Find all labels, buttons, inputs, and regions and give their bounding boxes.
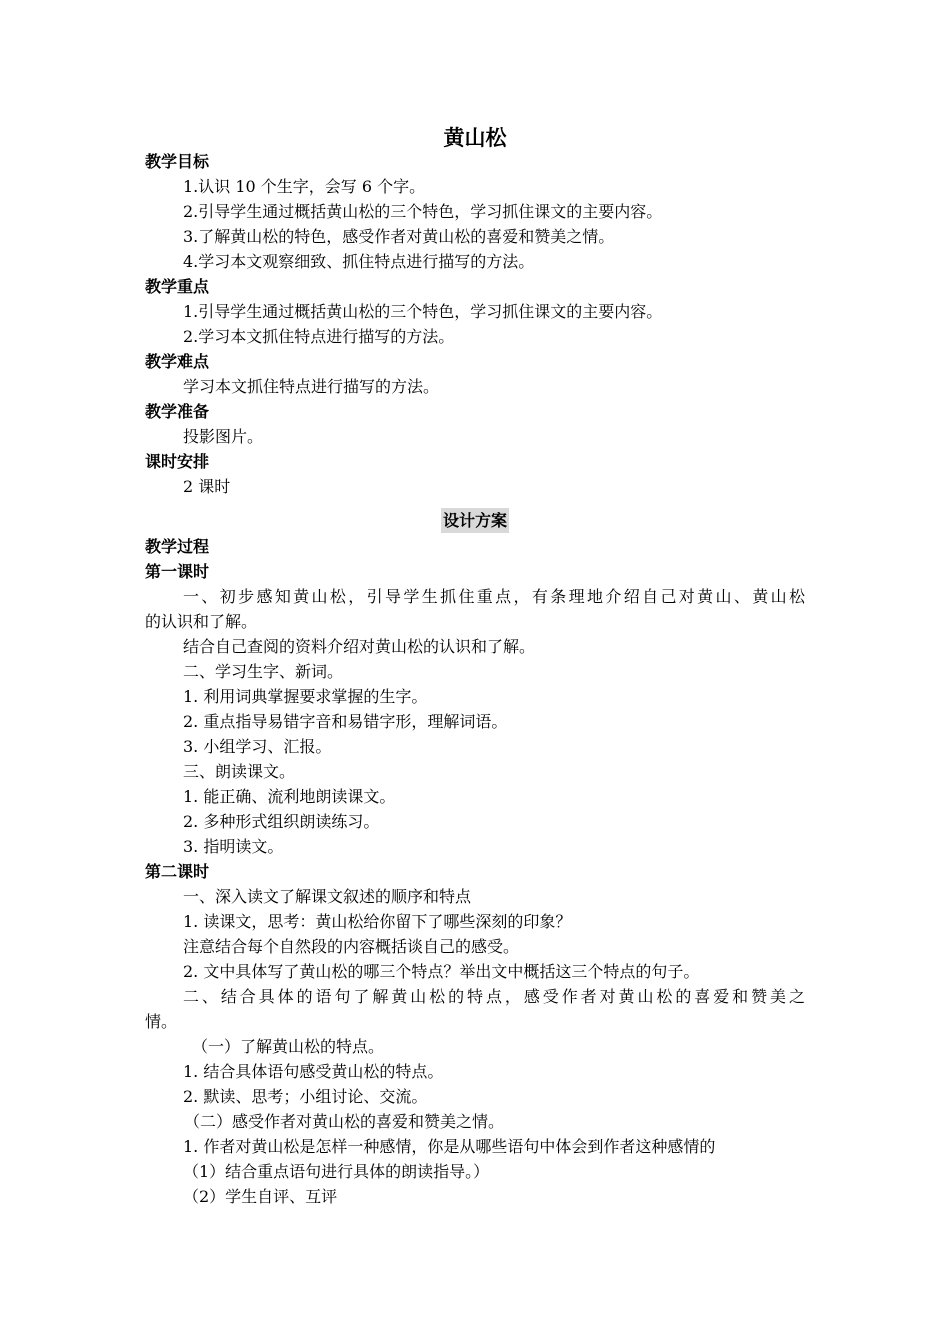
lesson2-item: 1. 读课文，思考：黄山松给你留下了哪些深刻的印象？ (183, 912, 572, 931)
heading-schedule: 课时安排 (145, 452, 210, 471)
lesson1-section: 二、学习生字、新词。 (183, 662, 344, 681)
lesson2-item: 注意结合每个自然段的内容概括谈自己的感受。 (183, 937, 520, 956)
objective-item: 2.引导学生通过概括黄山松的三个特色，学习抓住课文的主要内容。 (183, 202, 663, 221)
lesson2-item: （1）结合重点语句进行具体的朗读指导。） (183, 1162, 490, 1181)
heading-keypoints: 教学重点 (145, 277, 210, 296)
objective-item: 3.了解黄山松的特色，感受作者对黄山松的喜爱和赞美之情。 (183, 227, 615, 246)
lesson2-section: 二、结合具体的语句了解黄山松的特点，感受作者对黄山松的喜爱和赞美之 (183, 987, 805, 1006)
document-title: 黄山松 (443, 126, 507, 150)
schedule-text: 2 课时 (183, 477, 231, 496)
design-plan-heading-wrap (0, 508, 950, 533)
lesson1-item: 2. 重点指导易错字音和易错字形，理解词语。 (183, 712, 508, 731)
lesson1-item: 3. 小组学习、汇报。 (183, 737, 332, 756)
lesson1-paragraph: 结合自己查阅的资料介绍对黄山松的认识和了解。 (183, 637, 536, 656)
preparation-text: 投影图片。 (183, 427, 264, 446)
lesson2-subsection: （一）了解黄山松的特点。 (192, 1037, 385, 1056)
heading-objectives: 教学目标 (145, 152, 210, 171)
keypoint-item: 2.学习本文抓住特点进行描写的方法。 (183, 327, 455, 346)
lesson2-section-cont: 情。 (145, 1012, 178, 1031)
lesson2-item: （2）学生自评、互评 (183, 1187, 338, 1206)
objective-item: 4.学习本文观察细致、抓住特点进行描写的方法。 (183, 252, 535, 271)
lesson2-item: 2. 文中具体写了黄山松的哪三个特点？举出文中概括这三个特点的句子。 (183, 962, 700, 981)
heading-lesson-2: 第二课时 (145, 862, 210, 881)
heading-difficulty: 教学难点 (145, 352, 210, 371)
design-plan-heading: 设计方案 (441, 508, 509, 533)
objective-item: 1.认识 10 个生字，会写 6 个字。 (183, 177, 426, 196)
lesson1-paragraph: 一、初步感知黄山松，引导学生抓住重点，有条理地介绍自己对黄山、黄山松 (183, 587, 805, 606)
heading-process: 教学过程 (145, 537, 210, 556)
heading-preparation: 教学准备 (145, 402, 210, 421)
lesson1-section: 三、朗读课文。 (183, 762, 296, 781)
lesson2-item: 1. 结合具体语句感受黄山松的特点。 (183, 1062, 444, 1081)
lesson1-item: 3. 指明读文。 (183, 837, 284, 856)
heading-lesson-1: 第一课时 (145, 562, 210, 581)
lesson1-item: 1. 利用词典掌握要求掌握的生字。 (183, 687, 428, 706)
lesson2-subsection: （二）感受作者对黄山松的喜爱和赞美之情。 (184, 1112, 505, 1131)
lesson1-item: 1. 能正确、流利地朗读课文。 (183, 787, 396, 806)
lesson2-item: 2. 默读、思考；小组讨论、交流。 (183, 1087, 428, 1106)
lesson2-section: 一、深入读文了解课文叙述的顺序和特点 (183, 887, 472, 906)
lesson1-paragraph-cont: 的认识和了解。 (145, 612, 258, 631)
lesson1-item: 2. 多种形式组织朗读练习。 (183, 812, 380, 831)
lesson2-item: 1. 作者对黄山松是怎样一种感情，你是从哪些语句中体会到作者这种感情的 (183, 1137, 716, 1156)
keypoint-item: 1.引导学生通过概括黄山松的三个特色，学习抓住课文的主要内容。 (183, 302, 663, 321)
difficulty-text: 学习本文抓住特点进行描写的方法。 (183, 377, 440, 396)
